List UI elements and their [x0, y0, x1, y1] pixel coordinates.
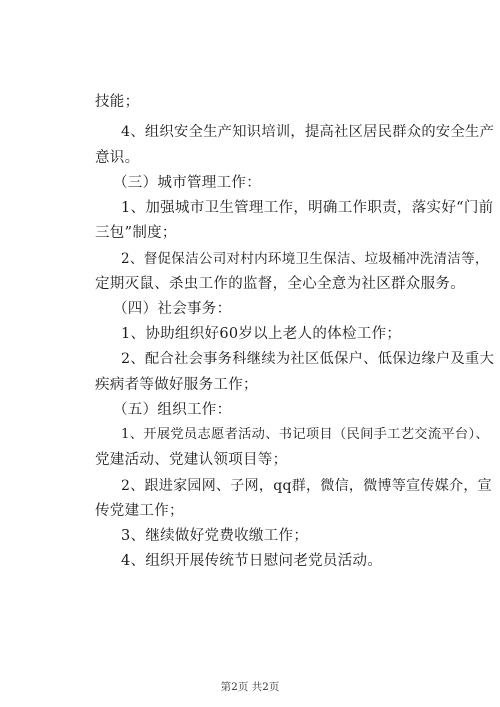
- text-line: 意识。: [95, 150, 140, 166]
- text-line: 技能；: [95, 94, 140, 110]
- text-line: 2、跟进家园网、子网，qq群，微信，微博等宣传媒介，宣: [121, 478, 492, 494]
- text-line: 三包”制度；: [95, 225, 177, 241]
- section-heading: （五）组织工作：: [113, 402, 232, 418]
- text-line: 疾病者等做好服务工作；: [95, 377, 258, 393]
- text-line: 4、组织开展传统节日慰问老党员活动。: [121, 553, 383, 569]
- text-line: 4、组织安全生产知识培训，提高社区居民群众的安全生产: [121, 124, 495, 140]
- text-line: 传党建工作；: [95, 503, 184, 519]
- text-line: 1、协助组织好60岁以上老人的体检工作；: [121, 326, 402, 342]
- page-footer: 第2页 共2页: [220, 681, 280, 693]
- text-line: 定期灭鼠、杀虫工作的监督，全心全意为社区群众服务。: [95, 276, 465, 292]
- text-line: 党建活动、党建认领项目等；: [95, 452, 288, 468]
- text-line: 2、配合社会事务科继续为社区低保户、低保边缘户及重大: [121, 351, 495, 367]
- text-line: 3、继续做好党费收缴工作；: [121, 528, 309, 544]
- text-line: 1、加强城市卫生管理工作，明确工作职责，落实好“门前: [121, 200, 494, 216]
- section-heading: （四）社会事务：: [113, 301, 232, 317]
- text-line: 2、督促保洁公司对村内环境卫生保洁、垃圾桶冲洗清洁等，: [121, 251, 489, 267]
- text-line: 1、开展党员志愿者活动、书记项目（民间手工艺交流平台）、: [121, 427, 489, 442]
- section-heading: （三）城市管理工作：: [113, 175, 261, 191]
